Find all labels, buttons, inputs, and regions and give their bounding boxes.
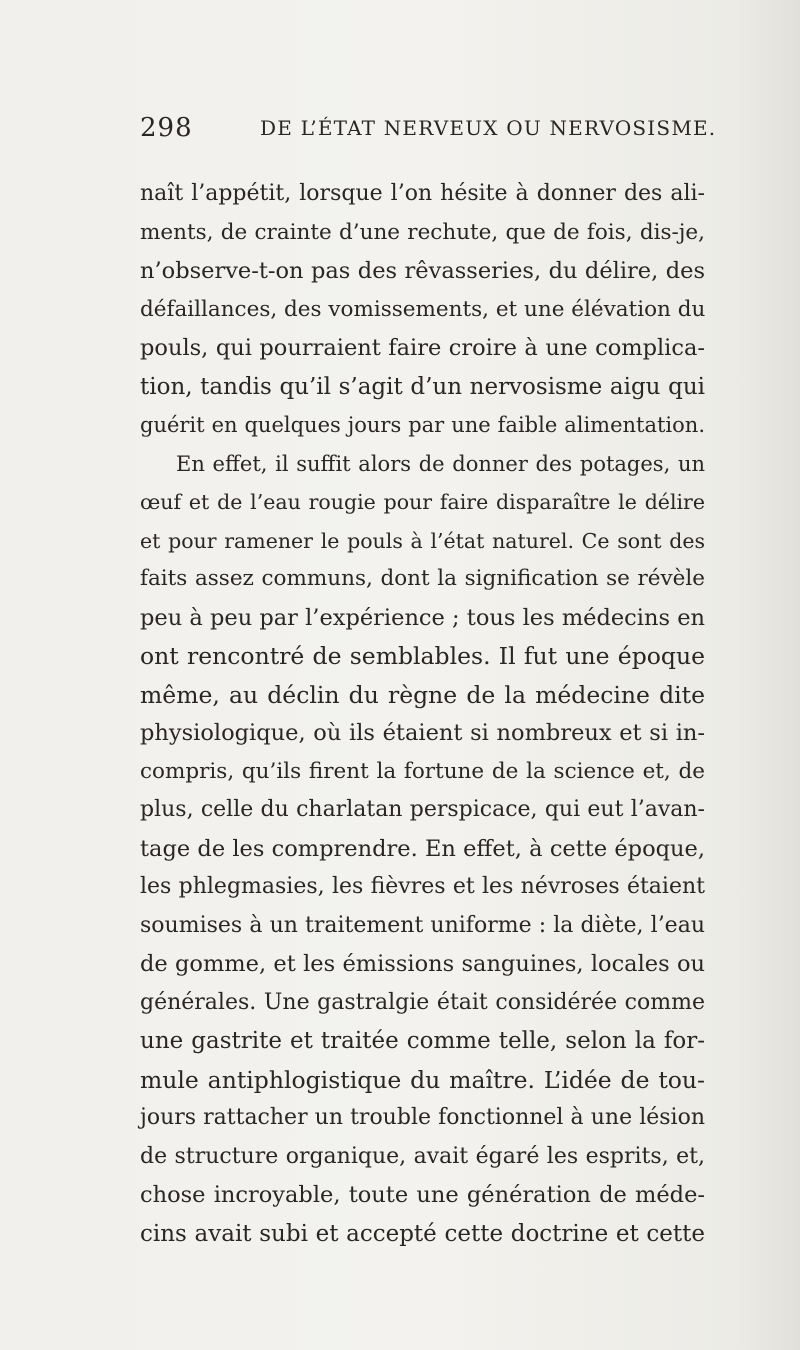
text-line: naît l’appétit, lorsque l’on hésite à donner des ali- bbox=[140, 181, 705, 206]
text-line: défaillances, des vomissements, et une élévation du bbox=[140, 296, 706, 322]
text-line: En effet, il suffit alors de donner des potages, un bbox=[176, 451, 705, 476]
body-text bbox=[140, 175, 705, 1253]
text-line: pouls, qui pourraient faire croire à une complica- bbox=[140, 335, 705, 361]
text-line: jours rattacher un trouble fonctionnel à une lésion bbox=[140, 1105, 705, 1130]
text-line: même, au déclin du règne de la médecine dite bbox=[140, 680, 705, 709]
text-line: compris, qu’ils firent la fortune de la science et, de bbox=[140, 758, 705, 784]
text-line: plus, celle du charlatan perspicace, qui eut l’avan- bbox=[140, 797, 705, 822]
text-line: tage de les comprendre. En effet, à cette époque, bbox=[140, 835, 705, 862]
text-line: mule antiphlogistique du maître. L’idée de tou- bbox=[140, 1065, 705, 1094]
text-line: guérit en quelques jours par une faible alimentation. bbox=[140, 413, 705, 437]
text-line: ments, de crainte d’une rechute, que de fois, dis-je, bbox=[140, 219, 705, 245]
text-line: œuf et de l’eau rougie pour faire disparaître le délire bbox=[140, 490, 705, 514]
text-line: cins avait subi et accepté cette doctrine et cette bbox=[140, 1220, 705, 1247]
page-number: 298 bbox=[140, 113, 193, 143]
text-line: faits assez communs, dont la signification se révèle bbox=[140, 566, 705, 591]
text-line: générales. Une gastralgie était considérée comme bbox=[140, 989, 705, 1015]
running-head bbox=[140, 113, 717, 149]
text-line: de gomme, et les émissions sanguines, locales ou bbox=[140, 951, 705, 977]
text-line: tion, tandis qu’il s’agit d’un nervosisme aigu qui bbox=[140, 373, 705, 400]
text-line: chose incroyable, toute une génération de méde- bbox=[140, 1182, 705, 1208]
running-title: DE L’ÉTAT NERVEUX OU NERVOSISME. bbox=[260, 116, 717, 140]
text-line: n’observe-t-on pas des rêvasseries, du délire, des bbox=[140, 258, 705, 284]
text-line: peu à peu par l’expérience ; tous les médecins en bbox=[140, 604, 705, 631]
text-line: soumises à un traitement uniforme : la diète, l’eau bbox=[140, 912, 705, 938]
text-line: de structure organique, avait égaré les esprits, et, bbox=[140, 1143, 705, 1169]
text-line: physiologique, où ils étaient si nombreux et si in- bbox=[140, 720, 705, 746]
text-line: les phlegmasies, les fièvres et les névroses étaient bbox=[140, 874, 705, 899]
text-line: ont rencontré de semblables. Il fut une époque bbox=[140, 642, 705, 670]
text-line: une gastrite et traitée comme telle, selon la for- bbox=[140, 1028, 705, 1054]
text-line: et pour ramener le pouls à l’état naturel. Ce sont des bbox=[140, 528, 705, 553]
